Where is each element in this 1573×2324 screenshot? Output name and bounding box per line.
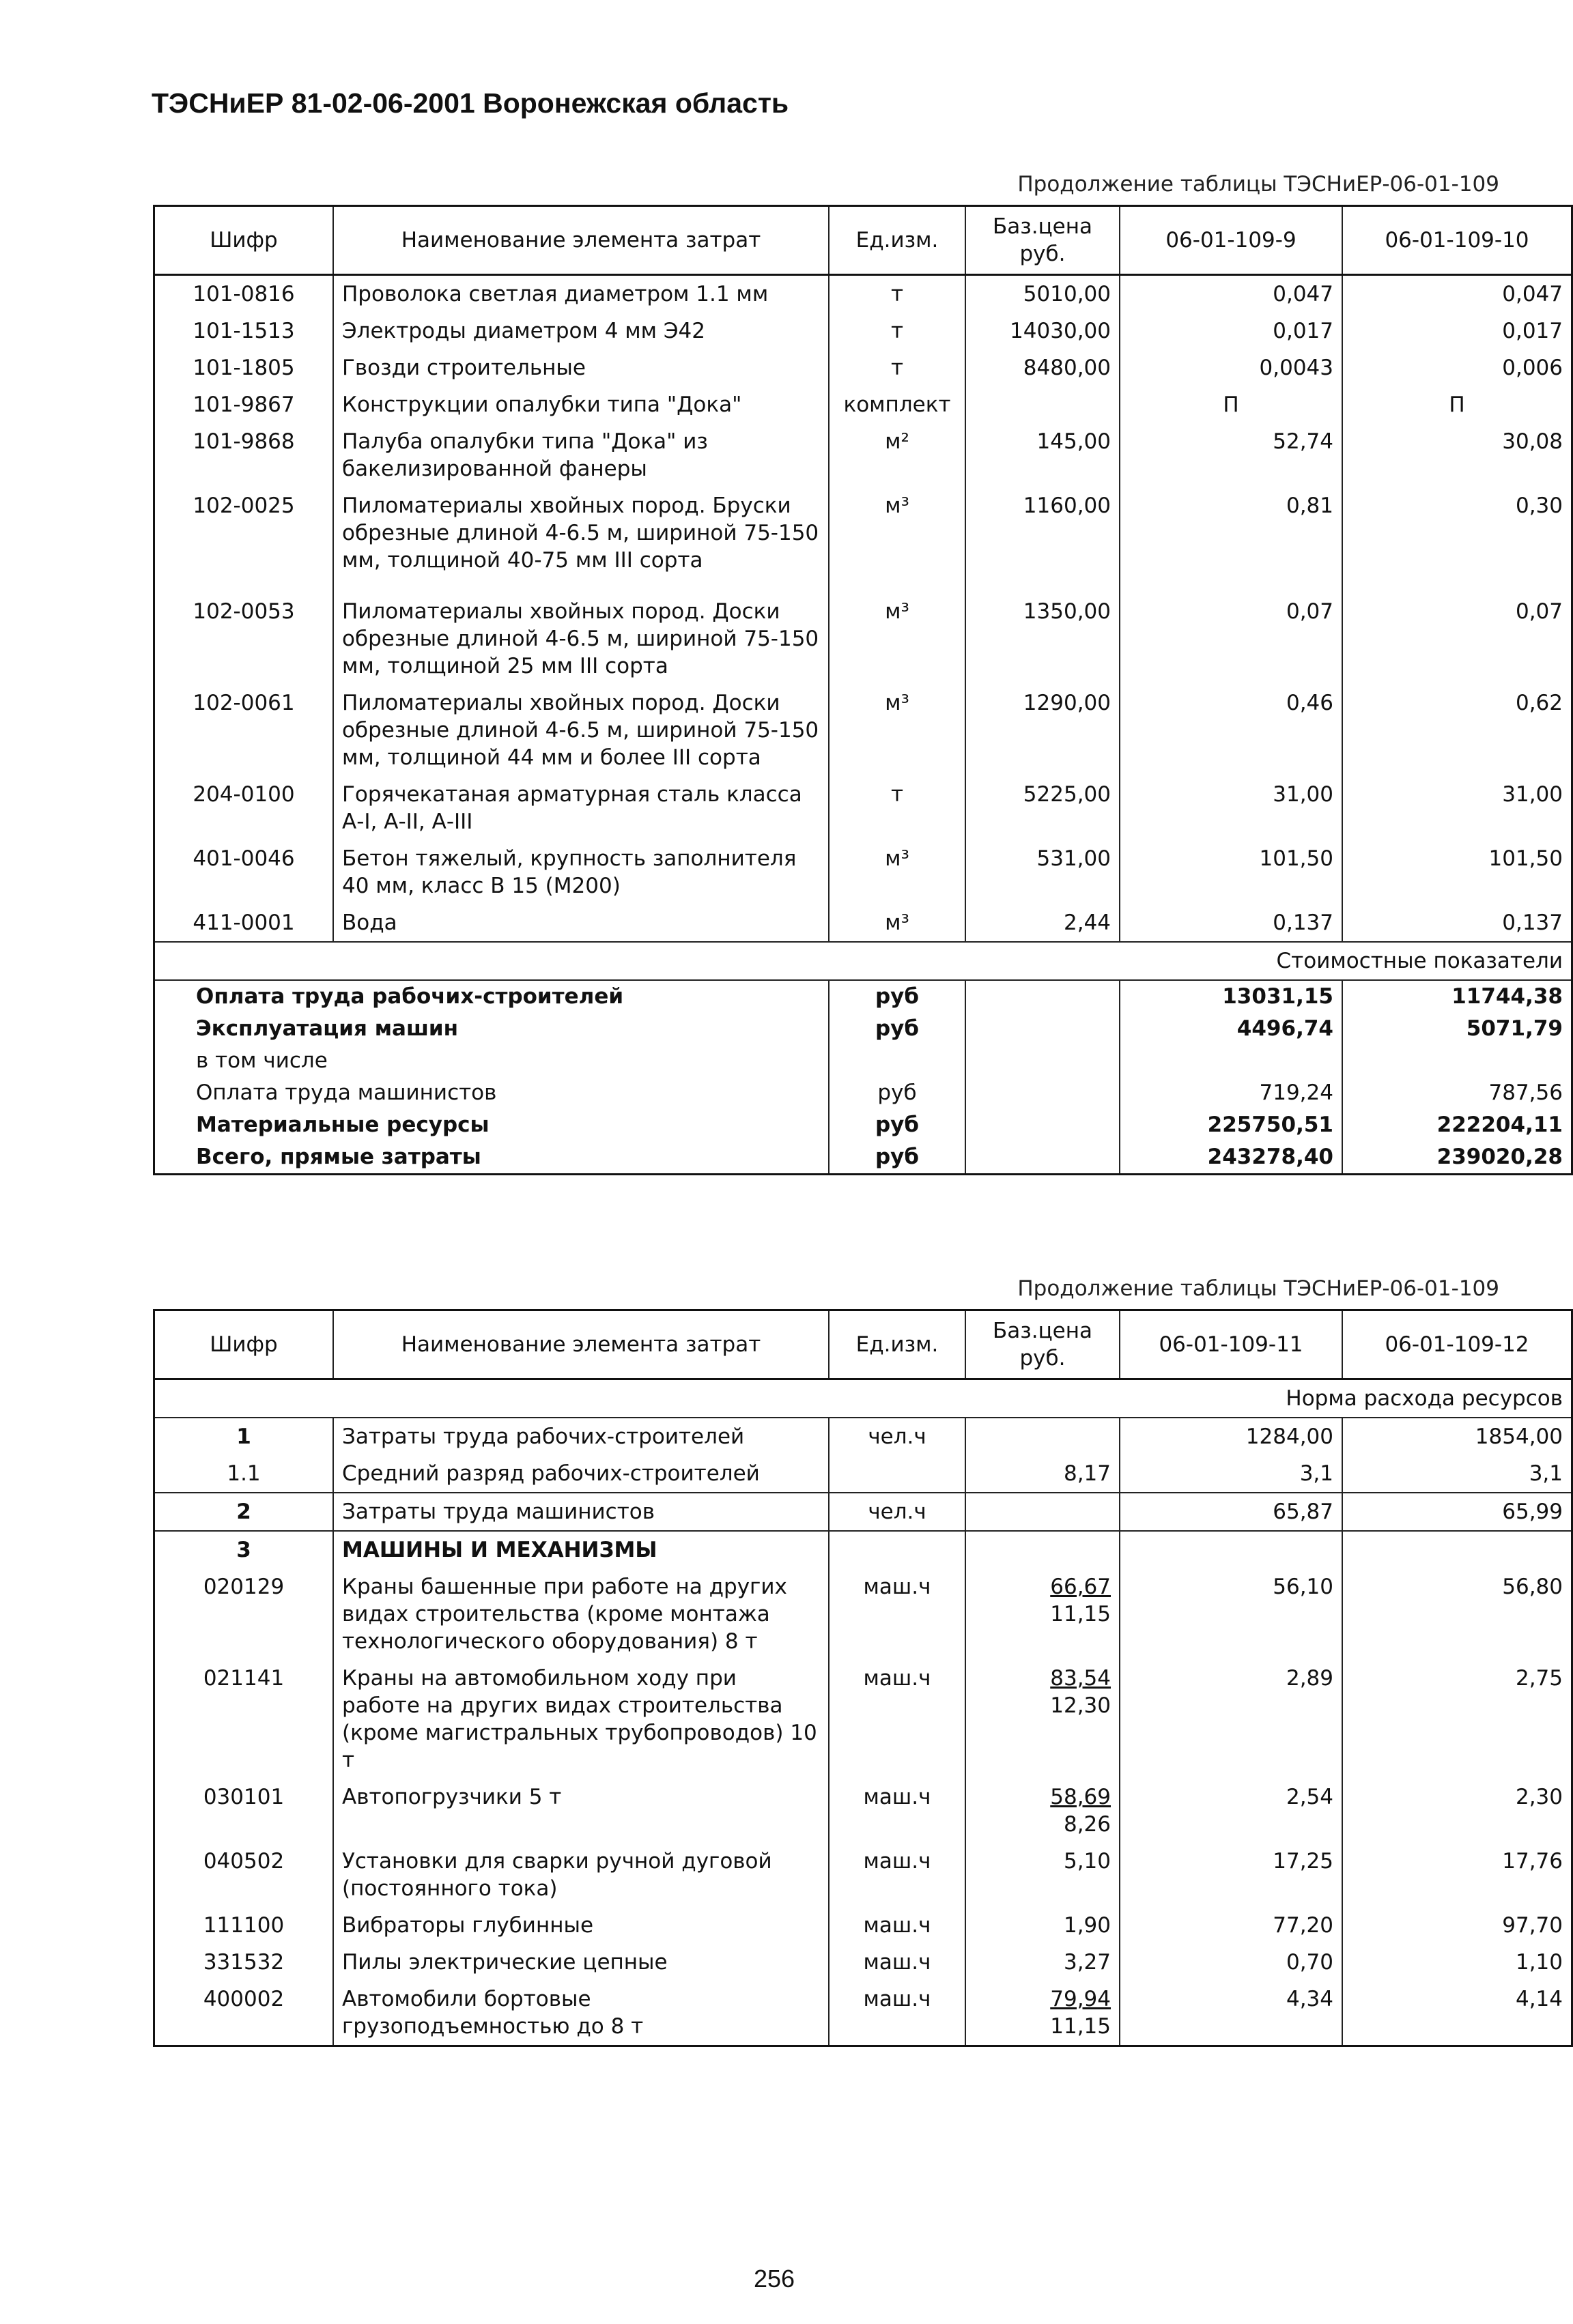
cell-unit bbox=[829, 1531, 965, 1568]
price-machinist: 8,26 bbox=[1063, 1812, 1111, 1837]
col-price-header: Баз.цена руб. bbox=[965, 1310, 1120, 1379]
cell-value-2: 31,00 bbox=[1342, 776, 1572, 840]
cell-value-1: 52,74 bbox=[1120, 423, 1342, 487]
summary-value-1: 243278,40 bbox=[1120, 1141, 1342, 1175]
section-cost-row bbox=[154, 942, 1572, 980]
cell-code: 331532 bbox=[154, 1944, 334, 1981]
cell-price: 8,17 bbox=[965, 1455, 1120, 1493]
cell-name: Пиломатериалы хвойных пород. Доски обрезные длиной 4-6.5 м, шириной 75-150 мм, толщиной 44 мм и более III сорта bbox=[333, 685, 829, 776]
cell-name: Пиломатериалы хвойных пород. Доски обрезные длиной 4-6.5 м, шириной 75-150 мм, толщиной 25 мм III сорта bbox=[333, 593, 829, 685]
table-row bbox=[154, 275, 1572, 313]
table-row bbox=[154, 487, 1572, 593]
cell-price bbox=[965, 1660, 1120, 1779]
summary-value-1 bbox=[1120, 1045, 1342, 1077]
cell-code: 040502 bbox=[154, 1843, 334, 1907]
cell-value-1: 31,00 bbox=[1120, 776, 1342, 840]
summary-row bbox=[154, 1077, 1572, 1109]
cell-unit: м³ bbox=[829, 487, 965, 593]
table1-continuation-caption: Продолжение таблицы ТЭСНиЕР-06-01-109 bbox=[1017, 172, 1499, 197]
cell-value-1: 4,34 bbox=[1120, 1981, 1342, 2046]
cell-value-2: 0,047 bbox=[1342, 275, 1572, 313]
cell-price: 3,27 bbox=[965, 1944, 1120, 1981]
cell-name: Электроды диаметром 4 мм Э42 bbox=[333, 313, 829, 349]
cell-unit: маш.ч bbox=[829, 1568, 965, 1660]
cell-unit: маш.ч bbox=[829, 1660, 965, 1779]
summary-value-2: 11744,38 bbox=[1342, 980, 1572, 1013]
summary-unit: руб bbox=[829, 980, 965, 1013]
table-row bbox=[154, 685, 1572, 776]
cell-unit: м³ bbox=[829, 593, 965, 685]
cell-value-1: 0,70 bbox=[1120, 1944, 1342, 1981]
summary-price bbox=[965, 1045, 1120, 1077]
cell-value-2: 1854,00 bbox=[1342, 1418, 1572, 1455]
summary-name: Материальные ресурсы bbox=[154, 1109, 830, 1141]
summary-value-2: 787,56 bbox=[1342, 1077, 1572, 1109]
cell-code: 101-1805 bbox=[154, 349, 334, 386]
table-row bbox=[154, 1779, 1572, 1843]
cell-name: Палуба опалубки типа "Дока" из бакелизированной фанеры bbox=[333, 423, 829, 487]
table-row bbox=[154, 349, 1572, 386]
price-machinist: 11,15 bbox=[1050, 1602, 1111, 1626]
cell-value-1: 17,25 bbox=[1120, 1843, 1342, 1907]
cell-value-1: 1284,00 bbox=[1120, 1418, 1342, 1455]
col-name-header: Наименование элемента затрат bbox=[333, 206, 829, 275]
price-underlined: 79,94 bbox=[1050, 1987, 1111, 2011]
summary-price bbox=[965, 1077, 1120, 1109]
cell-value-2: 2,30 bbox=[1342, 1779, 1572, 1843]
cell-unit: т bbox=[829, 776, 965, 840]
cell-code: 401-0046 bbox=[154, 840, 334, 904]
cell-code: 020129 bbox=[154, 1568, 334, 1660]
summary-price bbox=[965, 1013, 1120, 1045]
cell-value-1: 101,50 bbox=[1120, 840, 1342, 904]
cell-price: 1,90 bbox=[965, 1907, 1120, 1944]
table1-header-row bbox=[154, 206, 1572, 275]
table-row bbox=[154, 313, 1572, 349]
cell-price: 14030,00 bbox=[965, 313, 1120, 349]
cell-name: Вода bbox=[333, 904, 829, 942]
cell-price bbox=[965, 1418, 1120, 1455]
summary-name: Оплата труда машинистов bbox=[154, 1077, 830, 1109]
cell-code: 101-1513 bbox=[154, 313, 334, 349]
cell-price bbox=[965, 1531, 1120, 1568]
cell-value-2: 97,70 bbox=[1342, 1907, 1572, 1944]
cell-value-1: 56,10 bbox=[1120, 1568, 1342, 1660]
cell-name: Краны башенные при работе на других видах строительства (кроме монтажа технологического оборудования) 8 т bbox=[333, 1568, 829, 1660]
table-row bbox=[154, 1907, 1572, 1944]
summary-unit: руб bbox=[829, 1109, 965, 1141]
summary-value-2: 239020,28 bbox=[1342, 1141, 1572, 1175]
col-variant2-header: 06-01-109-12 bbox=[1342, 1310, 1572, 1379]
cell-code: 021141 bbox=[154, 1660, 334, 1779]
cell-value-1: 0,81 bbox=[1120, 487, 1342, 593]
cell-code: 2 bbox=[154, 1493, 334, 1531]
cell-value-2: 0,07 bbox=[1342, 593, 1572, 685]
cell-name: Средний разряд рабочих-строителей bbox=[333, 1455, 829, 1493]
col-code-header: Шифр bbox=[154, 1310, 334, 1379]
table2-resources bbox=[153, 1309, 1573, 2047]
cell-unit: комплект bbox=[829, 386, 965, 423]
cell-code: 030101 bbox=[154, 1779, 334, 1843]
cell-unit: т bbox=[829, 349, 965, 386]
cell-name: Бетон тяжелый, крупность заполнителя 40 мм, класс В 15 (М200) bbox=[333, 840, 829, 904]
col-variant1-header: 06-01-109-11 bbox=[1120, 1310, 1342, 1379]
cell-unit bbox=[829, 1455, 965, 1493]
table-row bbox=[154, 423, 1572, 487]
table-row bbox=[154, 840, 1572, 904]
cell-code: 102-0061 bbox=[154, 685, 334, 776]
cell-price bbox=[965, 1981, 1120, 2046]
col-unit-header: Ед.изм. bbox=[829, 206, 965, 275]
table-row bbox=[154, 1568, 1572, 1660]
cell-value-2: 0,006 bbox=[1342, 349, 1572, 386]
cell-value-1 bbox=[1120, 1531, 1342, 1568]
cell-value-1: 2,89 bbox=[1120, 1660, 1342, 1779]
table-row bbox=[154, 1455, 1572, 1493]
section-cost-title: Стоимостные показатели bbox=[154, 942, 1572, 980]
price-machinist: 12,30 bbox=[1050, 1693, 1111, 1718]
table-row bbox=[154, 1981, 1572, 2046]
cell-value-1: 2,54 bbox=[1120, 1779, 1342, 1843]
cell-price: 5010,00 bbox=[965, 275, 1120, 313]
cell-unit: маш.ч bbox=[829, 1843, 965, 1907]
cell-price bbox=[965, 1568, 1120, 1660]
summary-name: в том числе bbox=[154, 1045, 830, 1077]
cell-value-2: 65,99 bbox=[1342, 1493, 1572, 1531]
table-row bbox=[154, 904, 1572, 942]
cell-code: 1 bbox=[154, 1418, 334, 1455]
cell-value-2: 0,017 bbox=[1342, 313, 1572, 349]
cell-price: 5,10 bbox=[965, 1843, 1120, 1907]
cell-value-1: 0,46 bbox=[1120, 685, 1342, 776]
cell-price: 1290,00 bbox=[965, 685, 1120, 776]
summary-name: Эксплуатация машин bbox=[154, 1013, 830, 1045]
cell-unit: маш.ч bbox=[829, 1907, 965, 1944]
cell-price: 1350,00 bbox=[965, 593, 1120, 685]
cell-code: 400002 bbox=[154, 1981, 334, 2046]
cell-unit: м³ bbox=[829, 685, 965, 776]
cell-price: 145,00 bbox=[965, 423, 1120, 487]
cell-unit: т bbox=[829, 275, 965, 313]
cell-value-2: 101,50 bbox=[1342, 840, 1572, 904]
summary-price bbox=[965, 980, 1120, 1013]
page-number: 256 bbox=[753, 2265, 795, 2293]
cell-value-2: 2,75 bbox=[1342, 1660, 1572, 1779]
table-row bbox=[154, 593, 1572, 685]
summary-row bbox=[154, 1045, 1572, 1077]
cell-value-2: П bbox=[1342, 386, 1572, 423]
summary-row bbox=[154, 1013, 1572, 1045]
price-underlined: 58,69 bbox=[1050, 1785, 1111, 1809]
summary-unit: руб bbox=[829, 1141, 965, 1175]
cell-code: 101-9868 bbox=[154, 423, 334, 487]
summary-price bbox=[965, 1109, 1120, 1141]
cell-code: 204-0100 bbox=[154, 776, 334, 840]
cell-unit: м³ bbox=[829, 840, 965, 904]
table1-materials bbox=[153, 205, 1573, 1175]
summary-value-2: 222204,11 bbox=[1342, 1109, 1572, 1141]
summary-row bbox=[154, 1109, 1572, 1141]
table-row bbox=[154, 776, 1572, 840]
table-row bbox=[154, 1493, 1572, 1531]
cell-name: Затраты труда машинистов bbox=[333, 1493, 829, 1531]
summary-value-1: 4496,74 bbox=[1120, 1013, 1342, 1045]
cell-unit: чел.ч bbox=[829, 1493, 965, 1531]
col-unit-header: Ед.изм. bbox=[829, 1310, 965, 1379]
table-row bbox=[154, 1944, 1572, 1981]
cell-price: 2,44 bbox=[965, 904, 1120, 942]
col-price-header: Баз.цена руб. bbox=[965, 206, 1120, 275]
table2-header-row bbox=[154, 1310, 1572, 1379]
summary-name: Оплата труда рабочих-строителей bbox=[154, 980, 830, 1013]
cell-price: 5225,00 bbox=[965, 776, 1120, 840]
cell-price: 8480,00 bbox=[965, 349, 1120, 386]
cell-value-2: 0,137 bbox=[1342, 904, 1572, 942]
cell-code: 411-0001 bbox=[154, 904, 334, 942]
summary-name: Всего, прямые затраты bbox=[154, 1141, 830, 1175]
cell-value-1: 65,87 bbox=[1120, 1493, 1342, 1531]
cell-code: 1.1 bbox=[154, 1455, 334, 1493]
cell-name: Горячекатаная арматурная сталь класса А-I, А-II, А-III bbox=[333, 776, 829, 840]
cell-code: 101-0816 bbox=[154, 275, 334, 313]
summary-price bbox=[965, 1141, 1120, 1175]
table2-continuation-caption: Продолжение таблицы ТЭСНиЕР-06-01-109 bbox=[1017, 1276, 1499, 1301]
cell-name: Автомобили бортовые грузоподъемностью до 8 т bbox=[333, 1981, 829, 2046]
cell-value-2: 4,14 bbox=[1342, 1981, 1572, 2046]
cell-value-1: 0,137 bbox=[1120, 904, 1342, 942]
cell-price bbox=[965, 386, 1120, 423]
summary-unit bbox=[829, 1045, 965, 1077]
cell-value-2 bbox=[1342, 1531, 1572, 1568]
cell-unit: м³ bbox=[829, 904, 965, 942]
summary-value-2: 5071,79 bbox=[1342, 1013, 1572, 1045]
cell-name: Вибраторы глубинные bbox=[333, 1907, 829, 1944]
cell-name: Конструкции опалубки типа "Дока" bbox=[333, 386, 829, 423]
cell-price bbox=[965, 1779, 1120, 1843]
cell-unit: маш.ч bbox=[829, 1981, 965, 2046]
col-variant2-header: 06-01-109-10 bbox=[1342, 206, 1572, 275]
table-row bbox=[154, 1660, 1572, 1779]
cell-value-2: 17,76 bbox=[1342, 1843, 1572, 1907]
cell-price bbox=[965, 1493, 1120, 1531]
summary-value-1: 719,24 bbox=[1120, 1077, 1342, 1109]
summary-value-1: 13031,15 bbox=[1120, 980, 1342, 1013]
table-row bbox=[154, 1418, 1572, 1455]
price-machinist: 11,15 bbox=[1050, 2014, 1111, 2039]
cell-value-1: 0,0043 bbox=[1120, 349, 1342, 386]
cell-value-2: 56,80 bbox=[1342, 1568, 1572, 1660]
cell-name: Затраты труда рабочих-строителей bbox=[333, 1418, 829, 1455]
cell-code: 102-0025 bbox=[154, 487, 334, 593]
document-title: ТЭСНиЕР 81-02-06-2001 Воронежская область bbox=[152, 87, 789, 119]
cell-value-2: 0,30 bbox=[1342, 487, 1572, 593]
cell-value-2: 1,10 bbox=[1342, 1944, 1572, 1981]
col-code-header: Шифр bbox=[154, 206, 334, 275]
cell-name: МАШИНЫ И МЕХАНИЗМЫ bbox=[333, 1531, 829, 1568]
cell-value-2: 3,1 bbox=[1342, 1455, 1572, 1493]
summary-value-2 bbox=[1342, 1045, 1572, 1077]
cell-name: Установки для сварки ручной дуговой (постоянного тока) bbox=[333, 1843, 829, 1907]
cell-value-1: П bbox=[1120, 386, 1342, 423]
cell-code: 111100 bbox=[154, 1907, 334, 1944]
cell-value-2: 30,08 bbox=[1342, 423, 1572, 487]
cell-price: 1160,00 bbox=[965, 487, 1120, 593]
cell-code: 101-9867 bbox=[154, 386, 334, 423]
cell-name: Гвозди строительные bbox=[333, 349, 829, 386]
cell-unit: м² bbox=[829, 423, 965, 487]
cell-value-1: 0,047 bbox=[1120, 275, 1342, 313]
table-row bbox=[154, 1843, 1572, 1907]
price-underlined: 83,54 bbox=[1050, 1666, 1111, 1691]
cell-price: 531,00 bbox=[965, 840, 1120, 904]
cell-code: 3 bbox=[154, 1531, 334, 1568]
cell-name: Пилы электрические цепные bbox=[333, 1944, 829, 1981]
summary-value-1: 225750,51 bbox=[1120, 1109, 1342, 1141]
cell-value-1: 0,07 bbox=[1120, 593, 1342, 685]
summary-unit: руб bbox=[829, 1013, 965, 1045]
section-norm-title: Норма расхода ресурсов bbox=[154, 1379, 1572, 1418]
cell-unit: маш.ч bbox=[829, 1944, 965, 1981]
cell-code: 102-0053 bbox=[154, 593, 334, 685]
cell-name: Пиломатериалы хвойных пород. Бруски обрезные длиной 4-6.5 м, шириной 75-150 мм, толщиной 40-75 мм III сорта bbox=[333, 487, 829, 593]
col-variant1-header: 06-01-109-9 bbox=[1120, 206, 1342, 275]
table-row bbox=[154, 386, 1572, 423]
cell-name: Проволока светлая диаметром 1.1 мм bbox=[333, 275, 829, 313]
summary-unit: руб bbox=[829, 1077, 965, 1109]
table-row bbox=[154, 1531, 1572, 1568]
cell-value-1: 3,1 bbox=[1120, 1455, 1342, 1493]
cell-value-2: 0,62 bbox=[1342, 685, 1572, 776]
summary-row bbox=[154, 1141, 1572, 1175]
price-underlined: 66,67 bbox=[1050, 1575, 1111, 1599]
cell-value-1: 77,20 bbox=[1120, 1907, 1342, 1944]
cell-unit: т bbox=[829, 313, 965, 349]
cell-name: Краны на автомобильном ходу при работе на других видах строительства (кроме магистральных трубопроводов) 10 т bbox=[333, 1660, 829, 1779]
summary-row bbox=[154, 980, 1572, 1013]
section-norm-row bbox=[154, 1379, 1572, 1418]
cell-unit: маш.ч bbox=[829, 1779, 965, 1843]
col-name-header: Наименование элемента затрат bbox=[333, 1310, 829, 1379]
cell-name: Автопогрузчики 5 т bbox=[333, 1779, 829, 1843]
cell-value-1: 0,017 bbox=[1120, 313, 1342, 349]
cell-unit: чел.ч bbox=[829, 1418, 965, 1455]
